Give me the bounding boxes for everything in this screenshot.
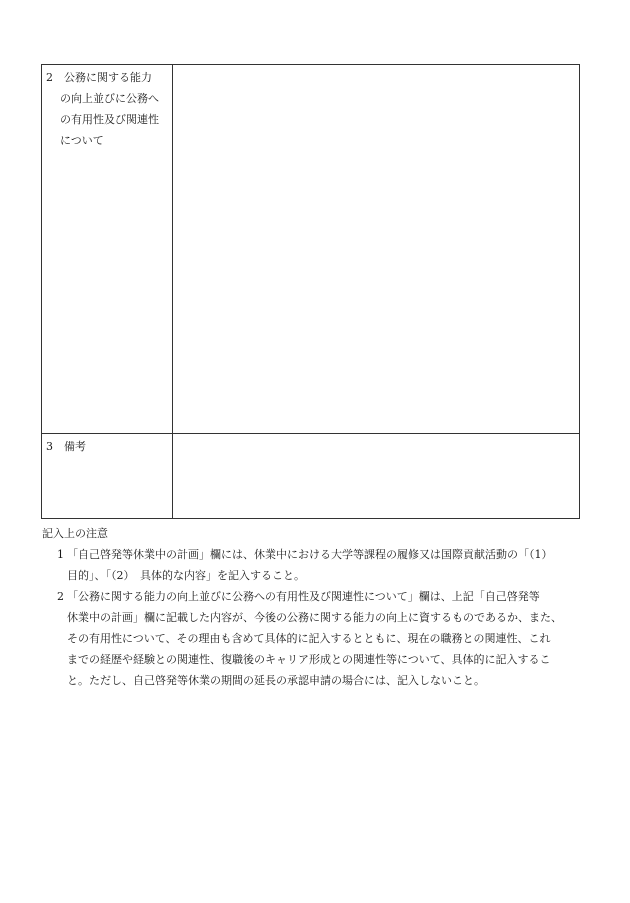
ability-relevance-entry-field[interactable]: [173, 65, 580, 434]
entry-notes-section: [42, 523, 582, 691]
ability-relevance-label-cell: [42, 65, 173, 434]
entry-note-2-number: 2: [57, 590, 64, 603]
entry-note-2-line-5: と。ただし、自己啓発等休業の期間の延長の承認申請の場合には、記入しないこと。: [67, 674, 485, 687]
form-row-ability-relevance: [42, 65, 580, 434]
entry-note-1-line-2: 目的」、「（2） 具体的な内容」を記入すること。: [67, 569, 305, 582]
remarks-entry-field[interactable]: [173, 434, 580, 519]
entry-note-2-line-3: その有用性について、その理由も含めて具体的に記入するとともに、現在の職務との関連性、これ: [67, 632, 551, 645]
ability-relevance-label-line-2: の向上並びに公務へ: [60, 92, 159, 105]
entry-note-2: [42, 586, 582, 691]
ability-relevance-label-line-3: の有用性及び関連性: [60, 113, 159, 126]
entry-notes-heading: 記入上の注意: [42, 527, 108, 540]
remarks-label-cell: [42, 434, 173, 519]
entry-note-2-line-1: 「公務に関する能力の向上並びに公務への有用性及び関連性について」欄は、上記「自己啓発等: [67, 590, 540, 603]
ability-relevance-label-line-4: について: [60, 134, 104, 147]
remarks-label: 3 備考: [46, 440, 86, 453]
entry-note-1-number: 1: [57, 548, 64, 561]
form-row-remarks: [42, 434, 580, 519]
entry-note-2-line-2: 休業中の計画」欄に記載した内容が、今後の公務に関する能力の向上に資するものであるか、また、: [67, 611, 562, 624]
application-form-table: [41, 64, 580, 519]
entry-note-1-line-1: 「自己啓発等休業中の計画」欄には、休業中における大学等課程の履修又は国際貢献活動の「（1）: [67, 548, 553, 561]
entry-note-2-line-4: までの経歴や経験との関連性、復職後のキャリア形成との関連性等について、具体的に記入するこ: [67, 653, 551, 666]
ability-relevance-label-line-1: 2 公務に関する能力: [46, 71, 152, 84]
entry-note-1: [42, 544, 582, 586]
